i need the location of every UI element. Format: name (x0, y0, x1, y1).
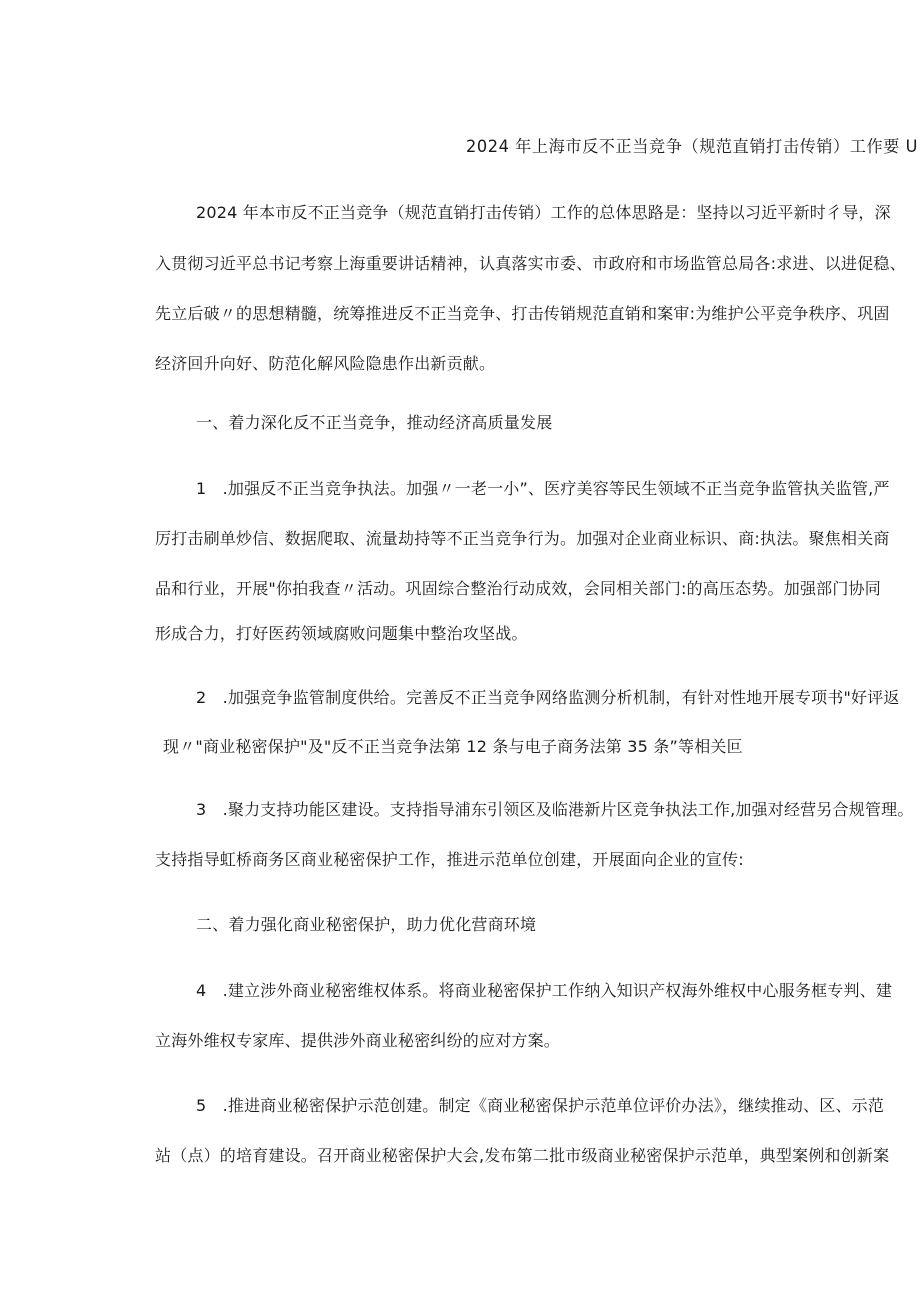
item-2-line: 2 .加强竞争监管制度供给。完善反不正当竞争网络监测分析机制，有针对性地开展专项书"好评返 (196, 688, 900, 707)
section-heading-2: 二、着力强化商业秘密保护，助力优化营商环境 (196, 915, 537, 934)
item-4-line: 立海外维权专家库、提供涉外商业秘密纠纷的应对方案。 (155, 1031, 561, 1050)
intro-line: 入贯彻习近平总书记考察上海重要讲话精神，认真落实市委、市政府和市场监管总局各:求进、以进促稳、 (155, 254, 906, 273)
item-3-line: 3 .聚力支持功能区建设。支持指导浦东引领区及临港新片区竞争执法工作,加强对经营另合规管理。 (196, 800, 914, 819)
intro-line: 2024 年本市反不正当竞争（规范直销打击传销）工作的总体思路是：坚持以习近平新时彳导，深 (196, 203, 891, 222)
document-title: 2024 年上海市反不正当竞争（规范直销打击传销）工作要 U (466, 137, 919, 156)
item-4-line: 4 .建立涉外商业秘密维权体系。将商业秘密保护工作纳入知识产权海外维权中心服务框专判、建 (196, 981, 893, 1000)
item-1-line: 品和行业，开展"你拍我查〃活动。巩固综合整治行动成效，会同相关部门:的高压态势。加强部门协同 (155, 579, 881, 598)
item-5-line: 5 .推进商业秘密保护示范创建。制定《商业秘密保护示范单位评价办法》，继续推动、区、示范 (196, 1096, 885, 1115)
item-1-line: 形成合力，打好医药领域腐败问题集中整治攻坚战。 (155, 624, 528, 643)
item-1-line: 1 .加强反不正当竞争执法。加强〃一老一小”、医疗美容等民生领域不正当竞争监管执关监管,严 (196, 479, 890, 498)
item-2-line: 现〃"商业秘密保护"及"反不正当竞争法第 12 条与电子商务法第 35 条”等相关叵 (163, 737, 743, 756)
intro-line: 先立后破〃的思想精髓，统筹推进反不正当竞争、打击传销规范直销和案审:为维护公平竞争秩序、巩固 (155, 304, 890, 323)
item-1-line: 厉打击刷单炒信、数据爬取、流量劫持等不正当竞争行为。加强对企业商业标识、商:执法。聚焦相关商 (155, 529, 890, 548)
item-5-line: 站（点）的培育建设。召开商业秘密保护大会,发布第二批市级商业秘密保护示范单，典型案例和创新案 (155, 1146, 890, 1165)
item-3-line: 支持指导虹桥商务区商业秘密保护工作，推进示范单位创建，开展面向企业的宣传: (155, 850, 744, 869)
intro-line: 经济回升向好、防范化解风险隐患作出新贡献。 (155, 354, 496, 373)
section-heading-1: 一、着力深化反不正当竞争，推动经济高质量发展 (196, 413, 553, 432)
